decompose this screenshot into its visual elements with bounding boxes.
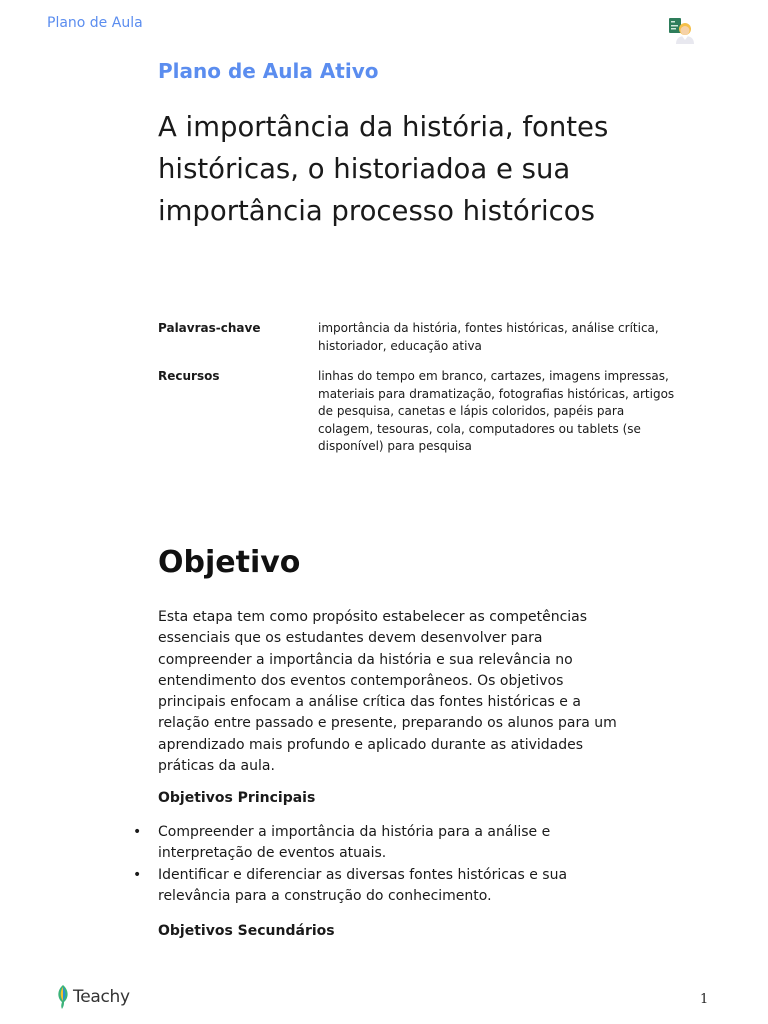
teachy-logo (56, 984, 130, 1010)
logo-text: Teachy (73, 987, 130, 1007)
keywords-value: importância da história, fontes históricas, análise crítica, historiador, educação ativa (318, 321, 659, 353)
secondary-objectives-heading: Objetivos Secundários (158, 923, 335, 939)
main-objectives-list (130, 822, 620, 907)
lesson-plan-subtitle: Plano de Aula Ativo (158, 59, 379, 83)
resources-value: linhas do tempo em branco, cartazes, imagens impressas, materiais para dramatização, fotografias históricas, artigos de pesquisa, canetas e lápis coloridos, papéis para colagem, tesouras, cola, computadores ou tablets (se disponível) para pesquisa (318, 369, 675, 453)
header-label: Plano de Aula (47, 15, 143, 31)
teacher-icon (668, 16, 696, 44)
objective-paragraph: Esta etapa tem como propósito estabelecer as competências essenciais que os estudantes devem desenvolver para compreender a importância da história e sua relevância no entendimento dos eventos contemporâneos. Os objetivos principais enfocam a análise crítica das fontes históricas e a relação entre passado e presente, preparando os alunos para um aprendizado mais profundo e aplicado durante as atividades práticas da aula. (158, 609, 617, 775)
list-item (130, 822, 620, 865)
keywords-label: Palavras-chave (158, 321, 261, 335)
list-item-text: Identificar e diferenciar as diversas fontes históricas e sua relevância para a construção do conhecimento. (158, 866, 568, 904)
resources-label: Recursos (158, 369, 220, 383)
bullet-icon: • (133, 866, 142, 883)
bullet-icon: • (133, 824, 142, 840)
teachy-leaf-icon (56, 984, 70, 1010)
list-item-text: Compreender a importância da história para a análise e interpretação de eventos atuais. (158, 824, 551, 862)
lesson-title: A importância da história, fontes históricas, o historiadoa e sua importância processo históricos (158, 111, 609, 227)
page-number: 1 (700, 992, 709, 1007)
main-objectives-heading: Objetivos Principais (158, 790, 316, 806)
section-title: Objetivo (158, 545, 301, 580)
list-item (130, 865, 620, 908)
